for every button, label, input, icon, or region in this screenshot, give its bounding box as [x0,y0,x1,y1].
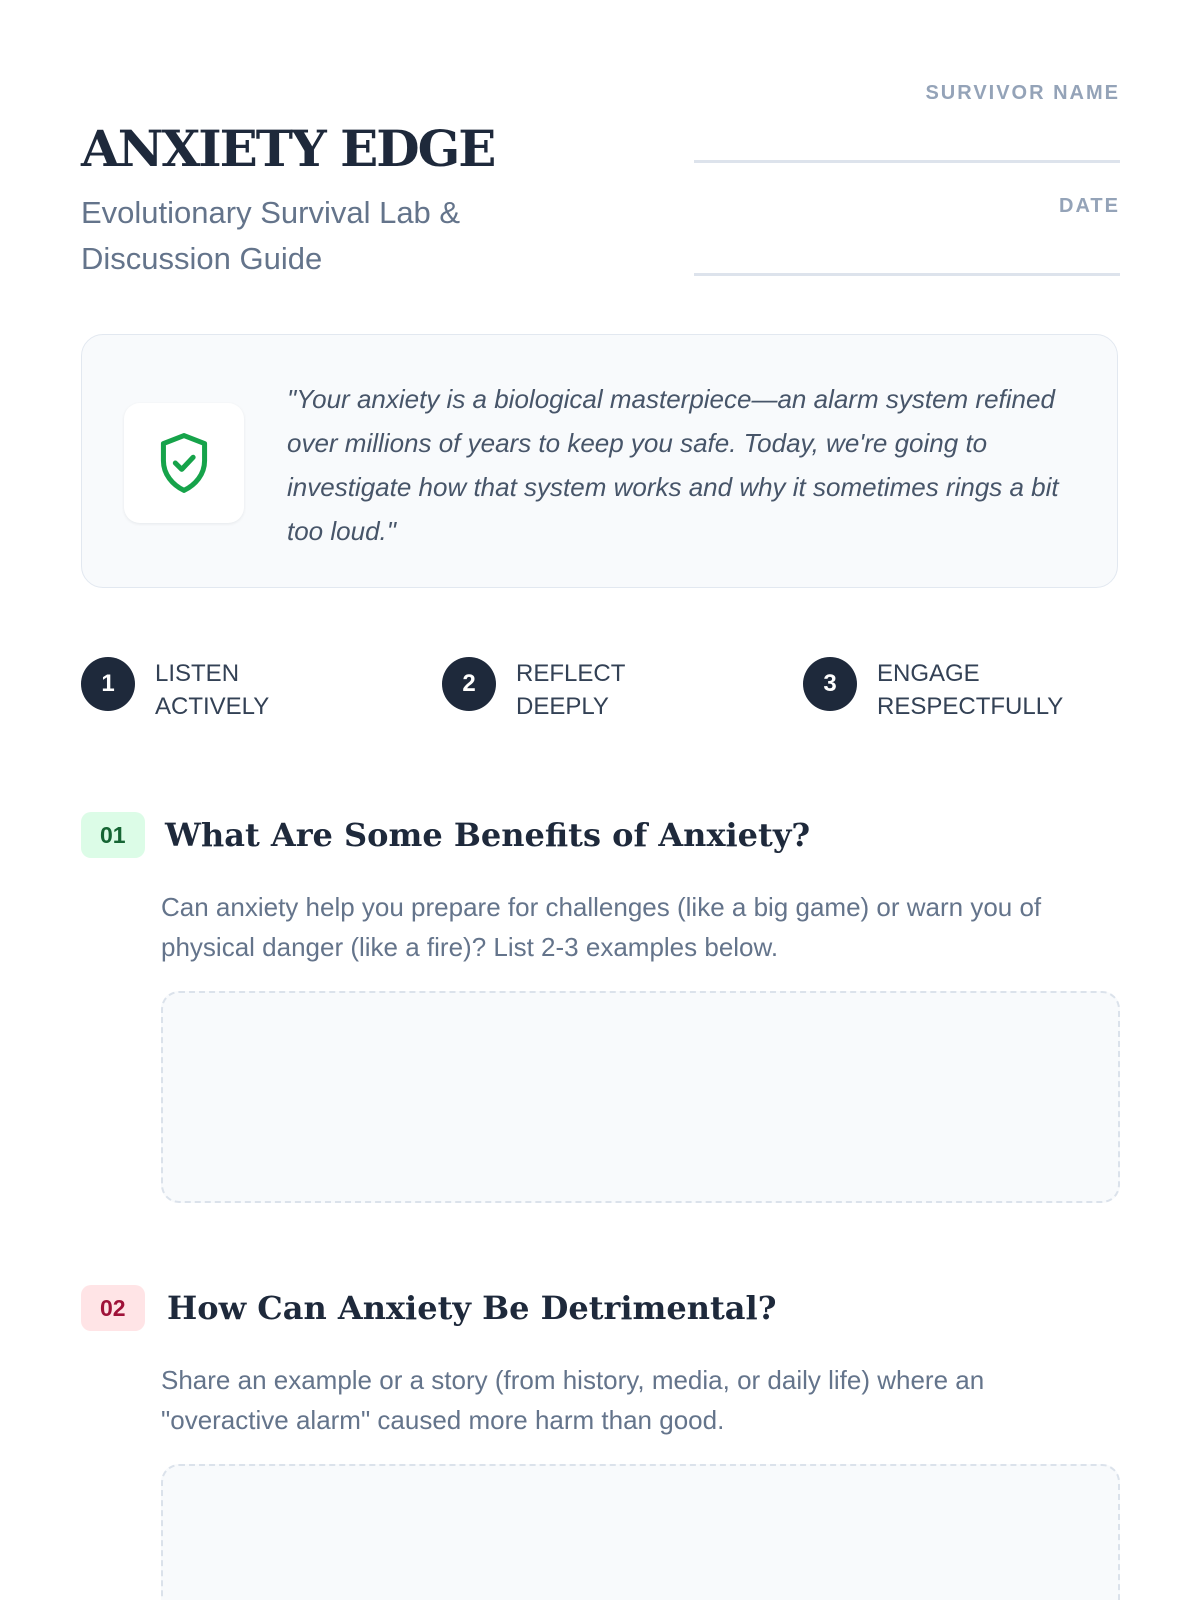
page-title: ANXIETY EDGE [81,119,495,178]
rule-number: 2 [442,657,496,711]
page-subtitle: Evolutionary Survival Lab & Discussion Guide [81,195,461,276]
shield-icon-box [124,403,244,523]
date-field[interactable] [694,195,1120,276]
rule-item [81,657,355,723]
rule-number: 3 [803,657,857,711]
worksheet-header [81,0,1120,300]
section-prompt: Can anxiety help you prepare for challenges (like a big game) or warn you of physical danger (like a fire)? List 2-3 examples below. [161,892,1042,962]
rule-label: LISTEN ACTIVELY [155,660,270,720]
rule-item [442,657,716,723]
section-title: What Are Some Benefits of Anxiety? [165,816,811,854]
survivor-name-field[interactable] [694,82,1120,163]
shield-check-icon [156,431,212,495]
survivor-name-label: SURVIVOR NAME [925,82,1120,104]
intro-quote: "Your anxiety is a biological masterpiece—an alarm system refined over millions of years to keep you safe. Today, we're going to investigate how that system works and why it sometimes rings a bit too loud." [287,384,1059,546]
section-number-badge: 01 [81,812,145,858]
rule-item [803,657,1077,723]
rule-label: ENGAGE RESPECTFULLY [877,660,1064,720]
section-number-badge: 02 [81,1285,145,1331]
section-prompt: Share an example or a story (from history, media, or daily life) where an "overactive alarm" caused more harm than good. [161,1365,985,1435]
date-label: DATE [1059,195,1120,217]
answer-box-detriments[interactable] [161,1464,1120,1600]
intro-quote-card [81,334,1118,588]
discussion-rules [81,657,1120,757]
answer-box-benefits[interactable] [161,991,1120,1203]
rule-label: REFLECT DEEPLY [516,660,625,720]
rule-number: 1 [81,657,135,711]
worksheet-page [81,0,1120,1435]
section-title: How Can Anxiety Be Detrimental? [167,1289,777,1327]
